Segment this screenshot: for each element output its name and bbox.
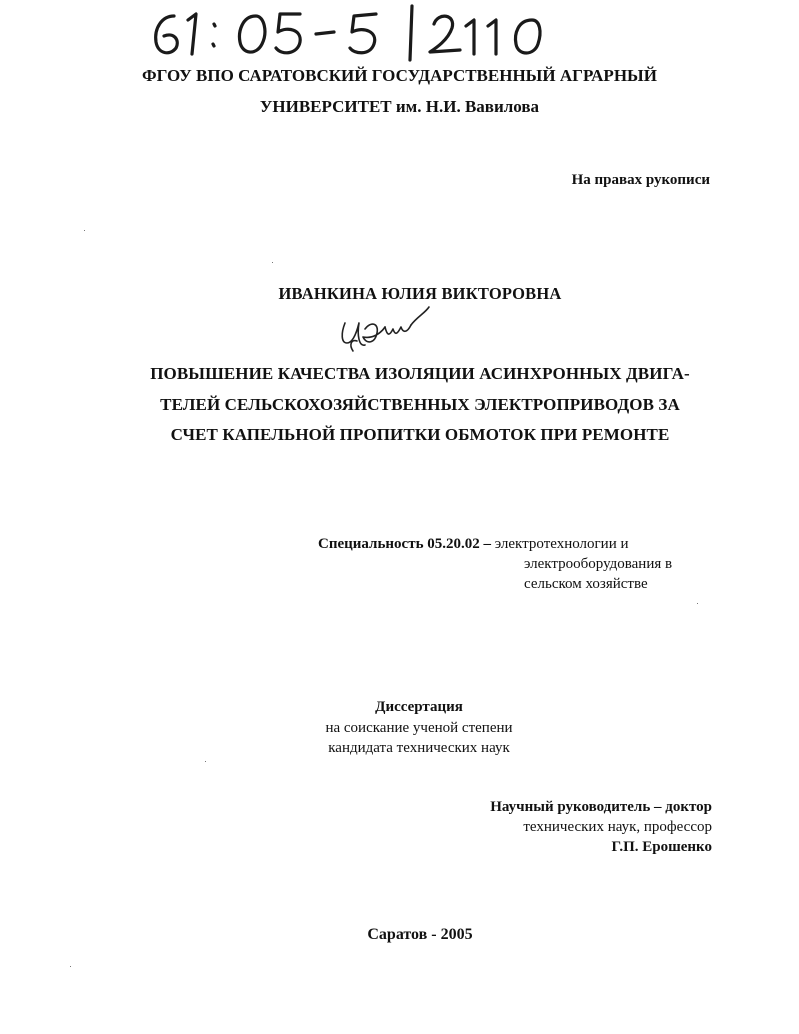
city-year: Саратов - 2005	[367, 926, 473, 943]
specialty-label: Специальность 05.20.02 –	[318, 536, 491, 552]
dissertation-line-3: кандидата технических наук	[328, 740, 510, 756]
author-signature	[333, 303, 433, 359]
scan-speck	[272, 262, 273, 263]
title-line-2: ТЕЛЕЙ СЕЛЬСКОХОЗЯЙСТВЕННЫХ ЭЛЕКТРОПРИВОДОВ ЗА	[160, 395, 680, 414]
manuscript-note: На правах рукописи	[571, 172, 710, 188]
specialty-block	[318, 534, 738, 594]
specialty-line-1	[318, 534, 738, 554]
advisor-line-2: технических наук, профессор	[523, 819, 712, 835]
author-name: ИВАНКИНА ЮЛИЯ ВИКТОРОВНА	[278, 284, 562, 303]
advisor-line-1: Научный руководитель – доктор	[490, 799, 712, 815]
advisor-block	[420, 797, 712, 857]
title-line-1: ПОВЫШЕНИЕ КАЧЕСТВА ИЗОЛЯЦИИ АСИНХРОННЫХ ДВИГА-	[150, 364, 690, 383]
organization-line-1: ФГОУ ВПО САРАТОВСКИЙ ГОСУДАРСТВЕННЫЙ АГРАРНЫЙ	[142, 66, 657, 85]
advisor-line-3: Г.П. Ерошенко	[611, 839, 712, 855]
dissertation-line-2: на соискание ученой степени	[325, 720, 513, 736]
scan-speck	[84, 230, 85, 231]
specialty-value-3: сельском хозяйстве	[524, 576, 648, 592]
specialty-value-1: электротехнологии и	[491, 536, 629, 552]
scan-speck	[205, 761, 206, 762]
scan-speck	[697, 603, 698, 604]
scan-speck	[70, 966, 71, 967]
organization-line-2: УНИВЕРСИТЕТ им. Н.И. Вавилова	[259, 97, 540, 116]
handwritten-archive-code	[148, 2, 568, 64]
title-line-3: СЧЕТ КАПЕЛЬНОЙ ПРОПИТКИ ОБМОТОК ПРИ РЕМОНТЕ	[170, 425, 670, 444]
dissertation-line-1: Диссертация	[375, 699, 463, 715]
specialty-value-2: электрооборудования в	[524, 556, 673, 572]
